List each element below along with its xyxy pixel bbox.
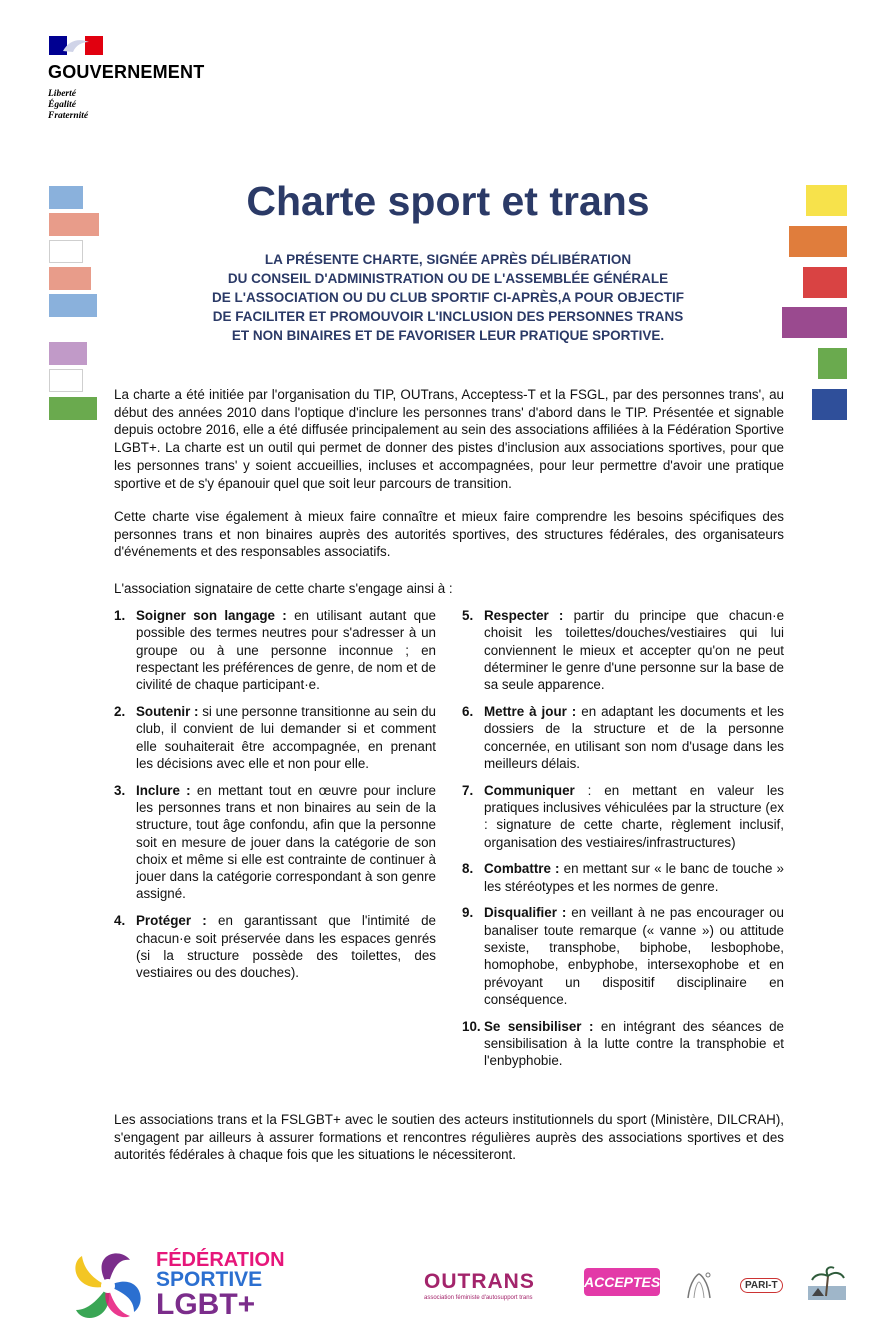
acceptess-logo: ACCEPTESS bbox=[584, 1268, 660, 1296]
motto-liberte: Liberté bbox=[48, 89, 76, 99]
commitment-item bbox=[462, 904, 784, 1008]
item-text: en intégrant des séances de sensibilisation à la lutte contre la transphobie et l'enbyphobie. bbox=[484, 1018, 785, 1069]
arch-logo-icon bbox=[684, 1270, 714, 1300]
commitment-item bbox=[114, 703, 436, 772]
commitment-item bbox=[462, 1018, 784, 1070]
item-heading: Se sensibiliser : bbox=[484, 1018, 594, 1034]
commitments-left-column bbox=[114, 607, 436, 991]
decor-block-right-5 bbox=[818, 348, 847, 379]
item-heading: Mettre à jour : bbox=[484, 703, 577, 719]
subtitle-line: LA PRÉSENTE CHARTE, SIGNÉE APRÈS DÉLIBÉRATION bbox=[264, 252, 632, 267]
outrans-logo bbox=[424, 1270, 535, 1301]
item-text: en adaptant les documents et les dossiers de la structure et de la personne concernée, en utilisant son nom d'usage dans les meilleurs délais. bbox=[484, 703, 784, 771]
aim-paragraph: Cette charte vise également à mieux faire connaître et mieux faire comprendre les besoins spécifiques des personnes trans et non binaires auprès des autorités sportives, des structures fédérales, des organisateurs d'événements et des responsables associatifs. bbox=[114, 509, 784, 560]
document-title: Charte sport et trans bbox=[246, 178, 650, 224]
fsgl-line: LGBT+ bbox=[156, 1288, 256, 1321]
item-number: 9. bbox=[462, 905, 474, 921]
government-motto bbox=[48, 89, 88, 122]
commitments-right-column bbox=[462, 607, 784, 1079]
tropical-trans-logo-icon bbox=[806, 1266, 848, 1304]
commitment-item bbox=[462, 703, 784, 772]
item-text: si une personne transitionne au sein du club, il convient de lui demander si et comment elle souhaiterait être accompagnée, en prenant les décisions avec elle et non pour elle. bbox=[136, 703, 436, 771]
item-heading: Soigner son langage : bbox=[136, 608, 287, 623]
fsgl-line: FÉDÉRATION bbox=[156, 1249, 285, 1271]
government-name: GOUVERNEMENT bbox=[48, 62, 205, 82]
decor-block-left-5 bbox=[49, 294, 97, 317]
closing-paragraph: Les associations trans et la FSLGBT+ avec le soutien des acteurs institutionnels du sport (Ministère, DILCRAH), s'engagent par ailleurs à assurer formations et rencontres régulières auprès des associations sportives et des autorités fédérales à chaque fois que les situations le nécessiteront. bbox=[114, 1112, 784, 1163]
decor-block-left-3 bbox=[49, 240, 83, 263]
item-heading: Communiquer bbox=[484, 782, 575, 798]
fsgl-rainbow-emblem-icon bbox=[68, 1246, 148, 1326]
item-text: en mettant sur « le banc de touche » les stéréotypes et les normes de genre. bbox=[484, 861, 785, 894]
commitment-item bbox=[462, 607, 784, 693]
subtitle-line: DU CONSEIL D'ADMINISTRATION OU DE L'ASSEMBLÉE GÉNÉRALE bbox=[227, 271, 669, 286]
item-text: en utilisant autant que possible des termes neutres pour s'adresser à un groupe ou à une personne inconnue ; en respectant les préférences de genre, de nom et de civilité de chaque participant·e. bbox=[136, 608, 436, 693]
decor-block-right-4 bbox=[782, 307, 847, 338]
outrans-tagline: association féministe d'autosupport trans bbox=[424, 1295, 533, 1301]
parit-logo: PARI-T bbox=[740, 1278, 783, 1293]
item-number: 6. bbox=[462, 703, 474, 719]
commitment-item bbox=[114, 912, 436, 981]
decor-block-left-6 bbox=[49, 342, 87, 365]
decor-block-left-8 bbox=[49, 397, 97, 420]
subtitle-line: DE L'ASSOCIATION OU DU CLUB SPORTIF CI-APRÈS,A POUR OBJECTIF bbox=[212, 290, 684, 305]
item-number: 8. bbox=[462, 861, 474, 877]
commitment-intro: L'association signataire de cette charte s'engage ainsi à : bbox=[114, 581, 453, 596]
item-number: 10. bbox=[462, 1018, 481, 1034]
commitment-item bbox=[462, 782, 784, 851]
fsgl-line: SPORTIVE bbox=[156, 1268, 263, 1291]
motto-egalite: Égalité bbox=[48, 100, 76, 110]
item-text: en mettant tout en œuvre pour inclure les personnes trans et non binaires au sein de la structure, tout âge confondu, afin que la personne soit en mesure de jouer dans la catégorie de son choix et même si elle est contrainte de continuer à jouer dans la catégorie correspondant à son genre assigné. bbox=[136, 782, 436, 902]
item-number: 3. bbox=[114, 782, 126, 798]
intro-paragraph: La charte a été initiée par l'organisation du TIP, OUTrans, Acceptess-T et la FSGL, par des personnes trans', au début des années 2010 dans l'optique d'inclure les personnes trans' d'abord dans le TIP. Présentée et signable depuis octobre 2016, elle a été diffusée principalement au sein des associations affiliées à la Fédération Sportive LGBT+. La charte est un outil qui permet de donner des pistes d'inclusion aux associations sportives, pour que les personnes trans' y soient accueillies, incluses et accompagnées, pour leur permettre d'avoir une pratique sportive et de s'y épanouir quel que soit leur parcours de transition. bbox=[114, 387, 784, 491]
commitment-item bbox=[114, 782, 436, 903]
item-heading: Inclure : bbox=[136, 782, 191, 798]
motto-fraternite: Fraternité bbox=[48, 111, 89, 121]
decor-block-right-2 bbox=[789, 226, 847, 257]
item-heading: Soutenir : bbox=[136, 703, 199, 719]
item-heading: Protéger : bbox=[136, 913, 207, 929]
fsgl-logo-text bbox=[156, 1250, 285, 1320]
decor-block-left-7 bbox=[49, 369, 83, 392]
item-text: partir du principe que chacun·e choisit les toilettes/douches/vestiaires qui lui conviennent le mieux et accepter qu'on ne peut déterminer le genre d'une personne sur la base de sa seule apparence. bbox=[484, 608, 785, 693]
item-heading: Respecter : bbox=[484, 608, 564, 623]
subtitle-line: ET NON BINAIRES ET DE FAVORISER LEUR PRATIQUE SPORTIVE. bbox=[231, 328, 665, 343]
item-heading: Disqualifier : bbox=[484, 905, 567, 921]
outrans-name: OUTRANS bbox=[424, 1270, 535, 1293]
item-number: 7. bbox=[462, 782, 474, 798]
subtitle-line: DE FACILITER ET PROMOUVOIR L'INCLUSION DES PERSONNES TRANS bbox=[212, 309, 684, 324]
marianne-logo-icon bbox=[49, 36, 103, 55]
item-number: 2. bbox=[114, 703, 126, 719]
decor-block-left-4 bbox=[49, 267, 91, 290]
item-text: : en mettant en valeur les pratiques inclusives véhiculées par la structure (ex : signature de cette charte, règlement inclusif, organisation des vestiaires/infrastructures) bbox=[484, 782, 784, 850]
item-text: en garantissant que l'intimité de chacun·e soit préservée dans les espaces genrés (si la structure possède des toilettes, des vestiaires ou des douches). bbox=[136, 913, 436, 981]
item-heading: Combattre : bbox=[484, 861, 560, 877]
decor-block-right-6 bbox=[812, 389, 847, 420]
item-text: en veillant à ne pas encourager ou banaliser toute remarque (« vanne ») ou attitude sexiste, transphobe, biphobe, lesbophobe, homophobe, enbyphobe, intersexophobe et en prévoyant un dispositif disciplinaire en conséquence. bbox=[484, 905, 784, 1007]
commitment-item bbox=[114, 607, 436, 693]
item-number: 4. bbox=[114, 913, 126, 929]
commitment-item bbox=[462, 860, 784, 895]
decor-block-right-3 bbox=[803, 267, 847, 298]
item-number: 5. bbox=[462, 608, 474, 623]
document-subtitle bbox=[150, 250, 746, 345]
item-number: 1. bbox=[114, 608, 126, 623]
